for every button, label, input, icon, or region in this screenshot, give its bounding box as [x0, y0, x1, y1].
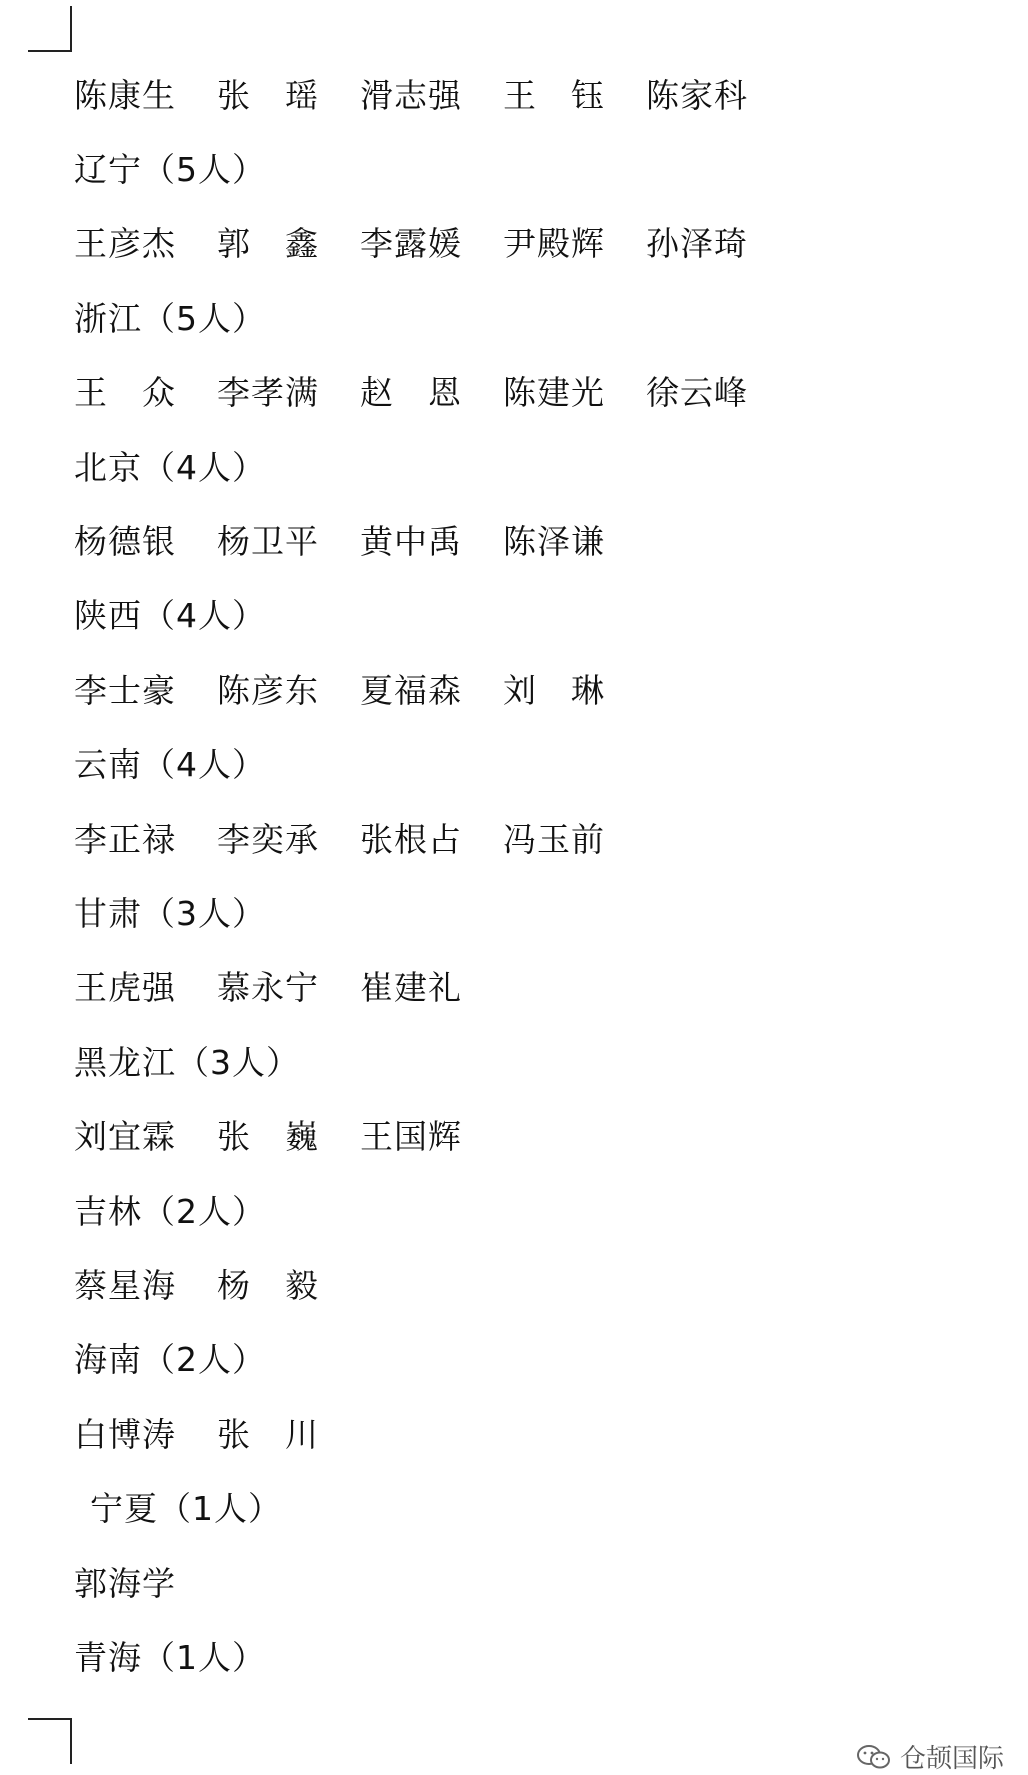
person-name: 刘 琳: [503, 670, 605, 710]
person-name: 陈家科: [646, 75, 748, 115]
person-name: 黄中禹: [360, 522, 462, 562]
person-name: 陈泽谦: [503, 522, 605, 562]
name-row: [74, 653, 974, 727]
province-heading: [74, 728, 974, 802]
person-name: 李露媛: [360, 224, 462, 264]
person-name: 李奕承: [217, 819, 319, 859]
person-name: 郭海学: [74, 1563, 176, 1603]
person-name: 滑志强: [360, 75, 462, 115]
person-name: 徐云峰: [646, 373, 748, 413]
person-name: 王 钰: [503, 75, 605, 115]
province-heading-text: 海南（2人）: [74, 1340, 266, 1380]
name-row: [74, 1546, 974, 1620]
province-heading: [74, 1025, 974, 1099]
person-name: 慕永宁: [217, 968, 319, 1008]
person-name: 冯玉前: [503, 819, 605, 859]
person-name: 陈建光: [503, 373, 605, 413]
person-name: 陈康生: [74, 75, 176, 115]
person-name: 赵 恩: [360, 373, 462, 413]
person-name: 杨 毅: [217, 1265, 319, 1305]
province-heading-text: 陕西（4人）: [74, 596, 266, 636]
wechat-icon: [856, 1744, 892, 1770]
person-name: 杨德银: [74, 522, 176, 562]
name-group: [74, 1414, 360, 1454]
province-heading: [74, 1471, 974, 1545]
name-group: [74, 373, 789, 413]
name-row: [74, 356, 974, 430]
province-heading: [74, 430, 974, 504]
crop-mark-bottom-horizontal: [28, 1718, 72, 1720]
name-group: [74, 224, 789, 264]
name-group: [74, 1117, 503, 1157]
person-name: 王彦杰: [74, 224, 176, 264]
crop-mark-top-horizontal: [28, 50, 72, 52]
name-group: [74, 968, 503, 1008]
person-name: 李孝满: [217, 373, 319, 413]
person-name: 夏福森: [360, 670, 462, 710]
watermark-text: 仓颉国际: [899, 1744, 1004, 1774]
province-heading: [74, 876, 974, 950]
name-row: [74, 1248, 974, 1322]
person-name: 李正禄: [74, 819, 176, 859]
province-heading-text: 浙江（5人）: [74, 298, 266, 338]
name-list: [74, 58, 974, 1695]
name-row: [74, 504, 974, 578]
name-row: [74, 802, 974, 876]
province-heading: [74, 132, 974, 206]
province-heading: [74, 579, 974, 653]
name-group: [74, 75, 789, 115]
person-name: 尹殿辉: [503, 224, 605, 264]
watermark: [856, 1738, 1004, 1775]
person-name: 王 众: [74, 373, 176, 413]
name-group: [74, 819, 646, 859]
person-name: 陈彦东: [217, 670, 319, 710]
name-row: [74, 207, 974, 281]
province-heading: [74, 1174, 974, 1248]
crop-mark-top-vertical: [70, 6, 72, 52]
name-row: [74, 1397, 974, 1471]
name-group: [74, 1563, 217, 1603]
province-heading: [74, 1620, 974, 1694]
name-group: [74, 670, 646, 710]
person-name: 王国辉: [360, 1117, 462, 1157]
person-name: 王虎强: [74, 968, 176, 1008]
person-name: 白博涛: [74, 1414, 176, 1454]
person-name: 蔡星海: [74, 1265, 176, 1305]
person-name: 崔建礼: [360, 968, 462, 1008]
person-name: 张 巍: [217, 1117, 319, 1157]
person-name: 郭 鑫: [217, 224, 319, 264]
province-heading: [74, 281, 974, 355]
name-group: [74, 1265, 360, 1305]
province-heading-text: 北京（4人）: [74, 447, 266, 487]
person-name: 刘宜霖: [74, 1117, 176, 1157]
person-name: 张 川: [217, 1414, 319, 1454]
province-heading-text: 吉林（2人）: [74, 1191, 266, 1231]
person-name: 李士豪: [74, 670, 176, 710]
province-heading-text: 黑龙江（3人）: [74, 1042, 300, 1082]
province-heading-text: 青海（1人）: [74, 1637, 266, 1677]
province-heading-text: 甘肃（3人）: [74, 893, 266, 933]
province-heading: [74, 1323, 974, 1397]
province-heading-text: 辽宁（5人）: [74, 150, 266, 190]
name-row: [74, 951, 974, 1025]
name-group: [74, 522, 646, 562]
crop-mark-bottom-vertical: [70, 1718, 72, 1764]
province-heading-text: 宁夏（1人）: [90, 1489, 282, 1529]
person-name: 孙泽琦: [646, 224, 748, 264]
person-name: 张根占: [360, 819, 462, 859]
province-heading-text: 云南（4人）: [74, 745, 266, 785]
person-name: 张 瑶: [217, 75, 319, 115]
name-row: [74, 58, 974, 132]
name-row: [74, 1099, 974, 1173]
person-name: 杨卫平: [217, 522, 319, 562]
